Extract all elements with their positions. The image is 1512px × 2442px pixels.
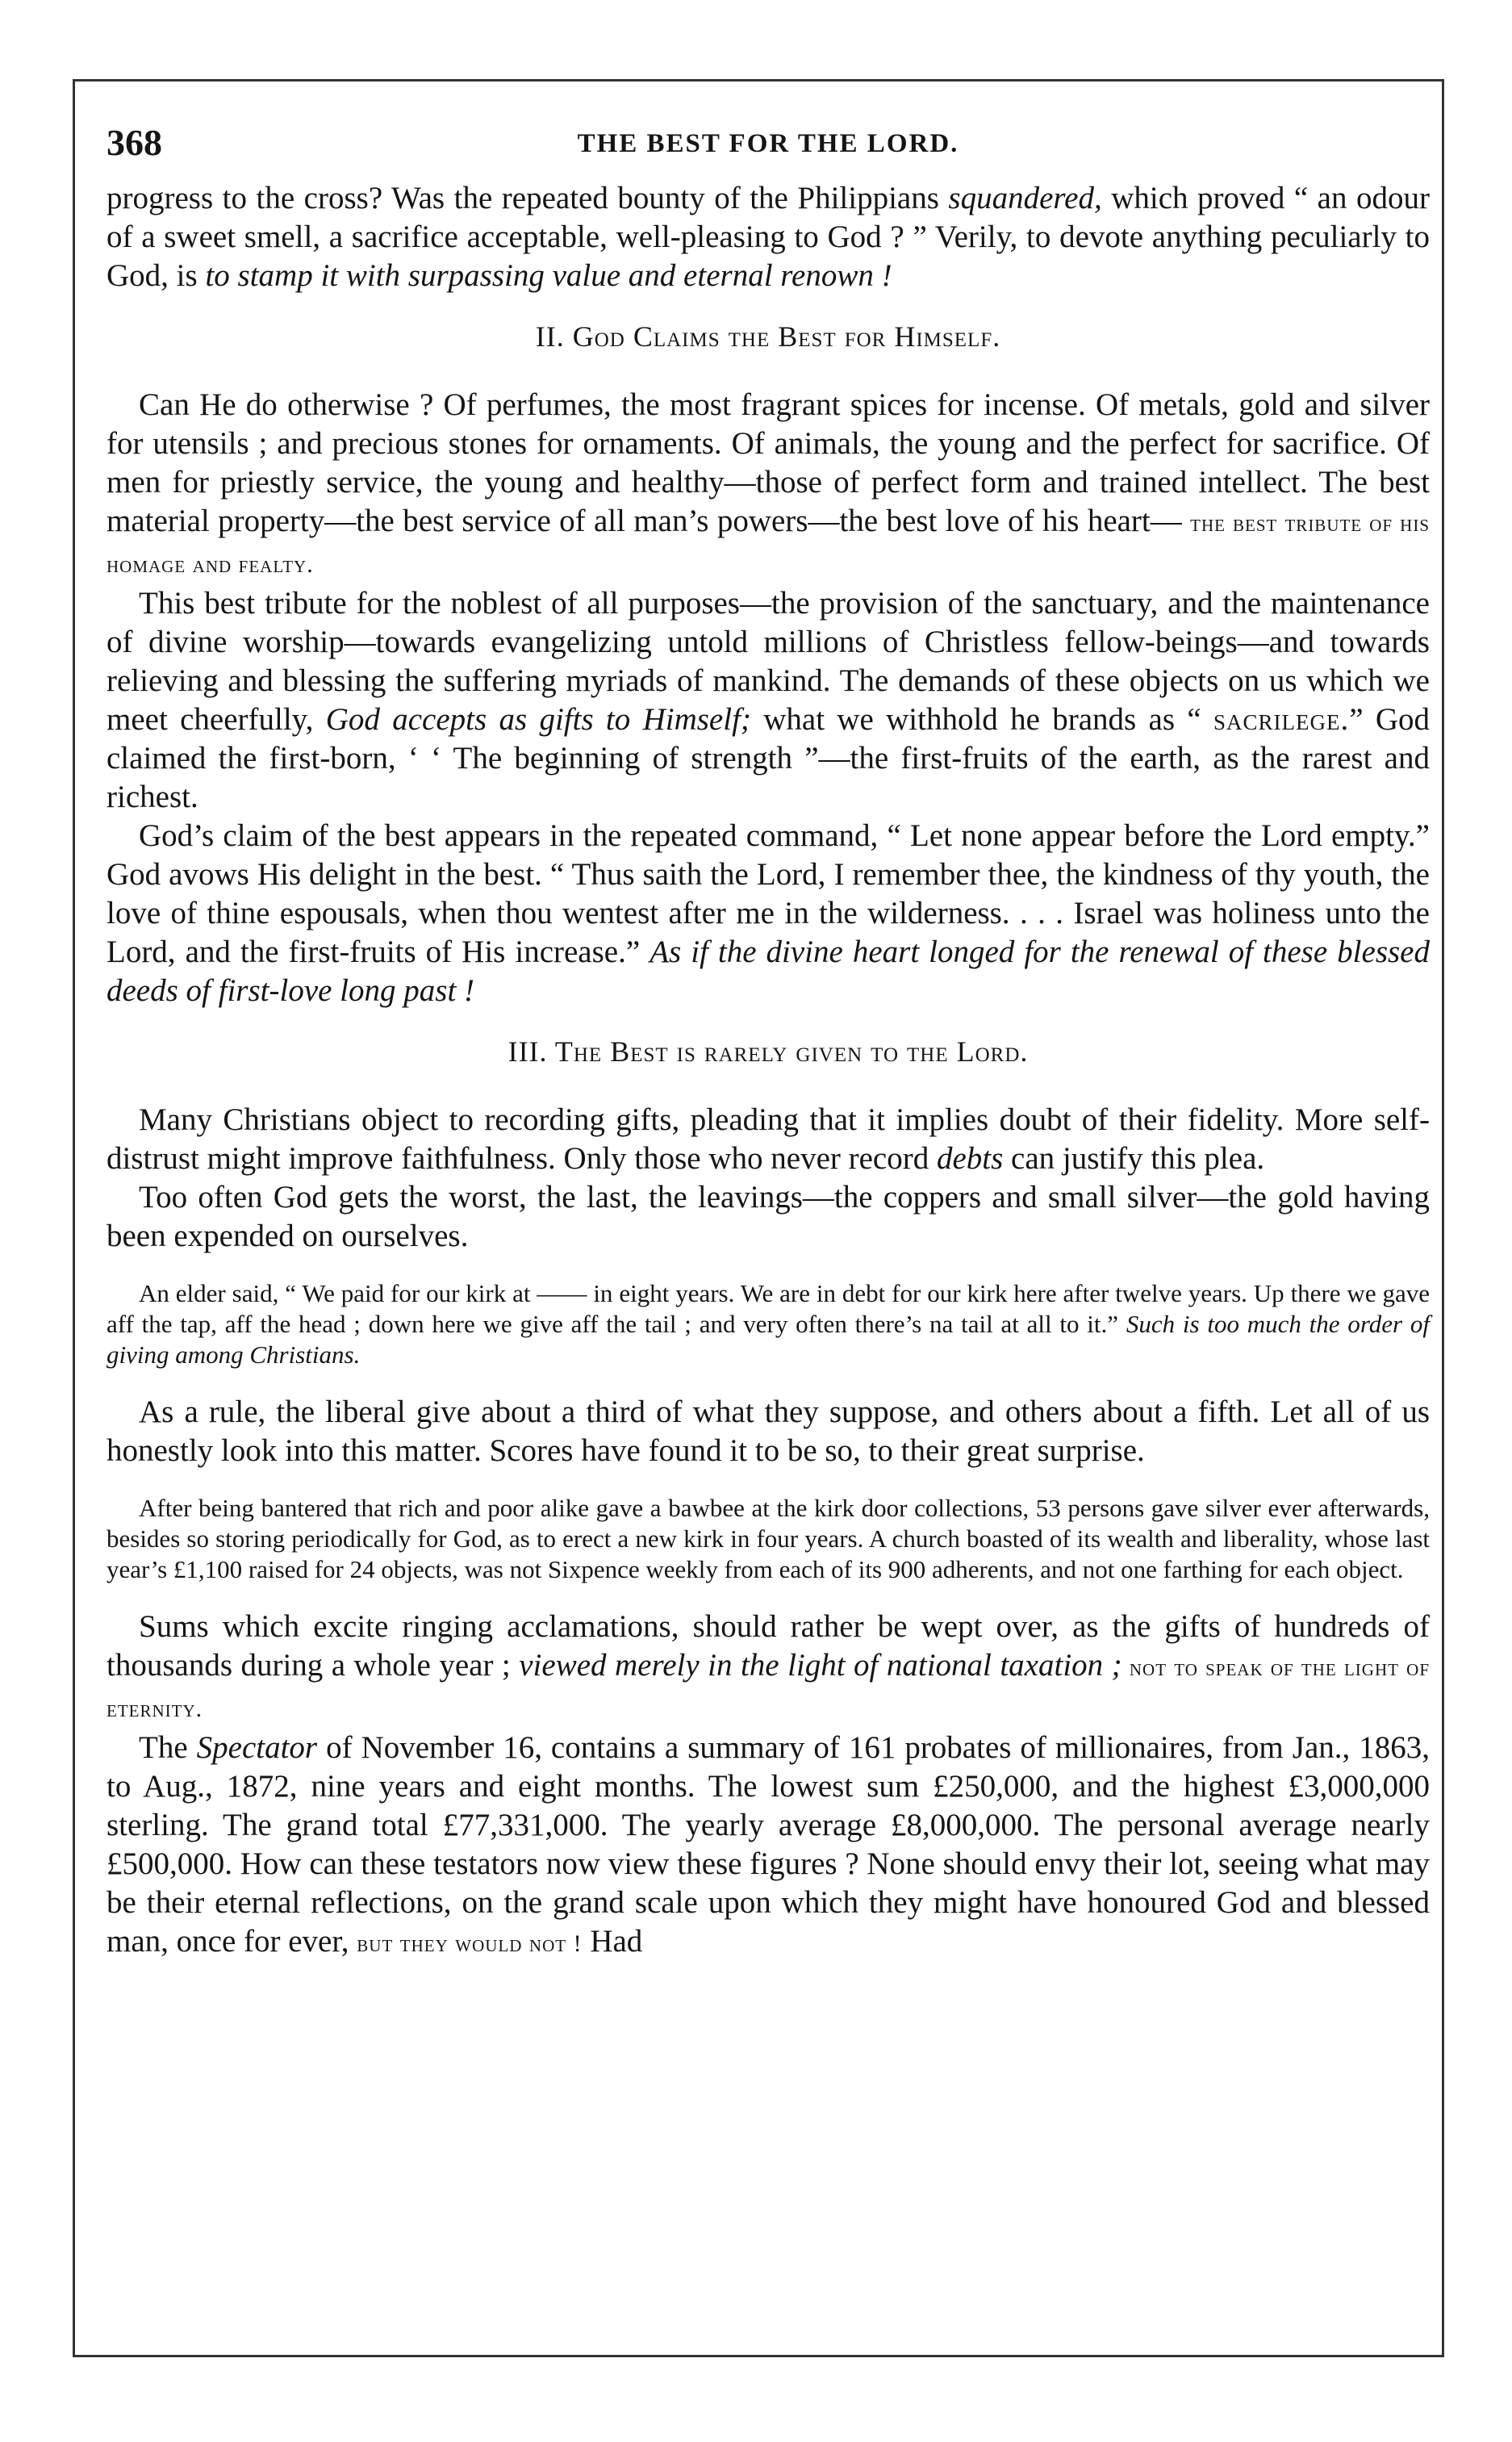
- s3-p1-italic: debts: [936, 1141, 1004, 1176]
- s2-p2-text-1: This best tribute for the noblest of all purposes—the provision of the sanctuary, and the maintenance of divine worship—towards evangelizing untold millions of Christless fellow-beings—and towards relieving and blessing the suffering myriads of mankind. The demands of these objects on us which we meet cheerfully,: [107, 586, 1430, 737]
- running-head: [107, 121, 1430, 179]
- running-title: THE BEST FOR THE LORD.: [577, 129, 959, 158]
- section-2-paragraph-2: [107, 584, 1430, 817]
- s2-p2-text-2: what we withhold he brands as “: [750, 702, 1213, 737]
- anecdote-bawbee: After being bantered that rich and poor alike gave a bawbee at the kirk door collections, 53 persons gave silver ever afterwards, besides so storing periodically for God, as to erect a new kirk in four years. A church boasted of its wealth and liberality, whose last year’s £1,100 raised for 24 objects, was not Sixpence weekly from each of its 900 adherents, and not one farthing for each object.: [107, 1494, 1430, 1583]
- section-3-paragraph-1: [107, 1101, 1430, 1178]
- intro-text-2: which proved “ an odour of a sweet smell, a sacrifice acceptable, well-pleasing to God ? ” Verily, to devote anything peculiarly to God, is: [107, 181, 1430, 293]
- section-heading-2: II. God Claims the Best for Himself.: [535, 320, 1001, 353]
- spacer: [107, 1256, 1430, 1278]
- section-2-paragraph-1: [107, 386, 1430, 584]
- s3-p5-italic: Spectator: [196, 1730, 318, 1765]
- s2-p2-caps: sacrilege.: [1213, 702, 1350, 737]
- s2-p3-italic: As if the divine heart longed for the renewal of these blessed deeds of first-love long past !: [107, 935, 1430, 1008]
- s3-p1-text-2: can justify this plea.: [1003, 1141, 1265, 1176]
- s3-p4-text-1: Sums which excite ringing acclamations, should rather be wept over, as the gifts of hundreds of thousands during a whole year ;: [107, 1609, 1430, 1683]
- spacer: [107, 1585, 1430, 1608]
- left-border: [73, 79, 75, 2357]
- anecdote-elder-italic: Such is too much the order of giving among Christians.: [107, 1310, 1430, 1369]
- s2-p3-text: God’s claim of the best appears in the repeated command, “ Let none appear before the Lord empty.” God avows His delight in the best. “ Thus saith the Lord, I remember thee, the kindness of thy youth, the love of thine espousals, when thou wentest after me in the wilderness. . . . Israel was holiness unto the Lord, and the first-fruits of His increase.”: [107, 818, 1430, 969]
- intro-italic-2: to stamp it with surpassing value and eternal renown !: [205, 258, 892, 293]
- section-3-paragraph-5: [107, 1729, 1430, 1963]
- s2-p1-text: Can He do otherwise ? Of perfumes, the most fragrant spices for incense. Of metals, gold and silver for utensils ; and precious stones for ornaments. Of animals, the young and the perfect for sacrifice. Of men for priestly service, the young and healthy—those of perfect form and trained intellect. The best material property—the best service of all man’s powers—the best love of his heart—: [107, 387, 1430, 538]
- s2-p2-text-3: ” God claimed the first-born, ‘ ‘ The beginning of strength ”—the first-fruits of the earth, as the rarest and richest.: [107, 702, 1430, 814]
- s3-p4-italic: viewed merely in the light of national taxation ;: [519, 1648, 1122, 1683]
- section-3-paragraph-4: [107, 1608, 1430, 1729]
- spacer: [107, 1370, 1430, 1393]
- section-2-paragraph-3: [107, 817, 1430, 1010]
- intro-italic-1: squandered,: [948, 181, 1102, 215]
- s3-p5-text-2: of November 16, contains a summary of 161 probates of millionaires, from Jan., 1863, to Aug., 1872, nine years and eight months. The lowest sum £250,000, and the highest £3,000,000 sterling. The grand total £77,331,000. The yearly average £8,000,000. The personal average nearly £500,000. How can these testators now view these figures ? None should envy their lot, seeing what may be their eternal reflections, on the grand scale upon which they might have honoured God and blessed man, once for ever,: [107, 1730, 1430, 1959]
- page-number: 368: [107, 122, 162, 163]
- s3-p4-caps: not to speak of the light of eternity.: [107, 1654, 1431, 1722]
- s3-p5-caps: but they would not !: [357, 1930, 583, 1957]
- s3-p5-text-1: The: [139, 1730, 197, 1765]
- s3-p5-text-3: Had: [582, 1924, 643, 1959]
- bottom-rule: [73, 2355, 1444, 2357]
- section-3-paragraph-2: Too often God gets the worst, the last, the leavings—the coppers and small silver—the gold having been expended on ourselves.: [107, 1180, 1430, 1253]
- s2-p1-caps: the best tribute of his homage and fealty.: [107, 510, 1431, 578]
- top-rule: [73, 79, 1444, 82]
- s2-p2-italic: God accepts as gifts to Himself;: [325, 702, 751, 737]
- anecdote-elder: [107, 1278, 1430, 1370]
- right-border: [1442, 79, 1444, 2357]
- s3-p1-text-1: Many Christians object to recording gifts, pleading that it implies doubt of their fidelity. More self-distrust might improve faithfulness. Only those who never record: [107, 1102, 1430, 1176]
- anecdote-elder-text: An elder said, “ We paid for our kirk at —— in eight years. We are in debt for our kirk here after twelve years. Up there we gave aff the tap, aff the head ; down here we give aff the tail ; and very often there’s na tail at all to it.”: [107, 1279, 1430, 1338]
- section-heading-3: III. The Best is rarely given to the Lord.: [507, 1035, 1029, 1068]
- page-content: [107, 121, 1430, 1963]
- intro-text-1: progress to the cross? Was the repeated bounty of the Philippians: [107, 181, 949, 215]
- spacer: [107, 1470, 1430, 1493]
- intro-paragraph: [107, 179, 1430, 295]
- section-3-paragraph-3: As a rule, the liberal give about a third of what they suppose, and others about a fifth. Let all of us honestly look into this matter. Scores have found it to be so, to their great surprise.: [107, 1395, 1430, 1468]
